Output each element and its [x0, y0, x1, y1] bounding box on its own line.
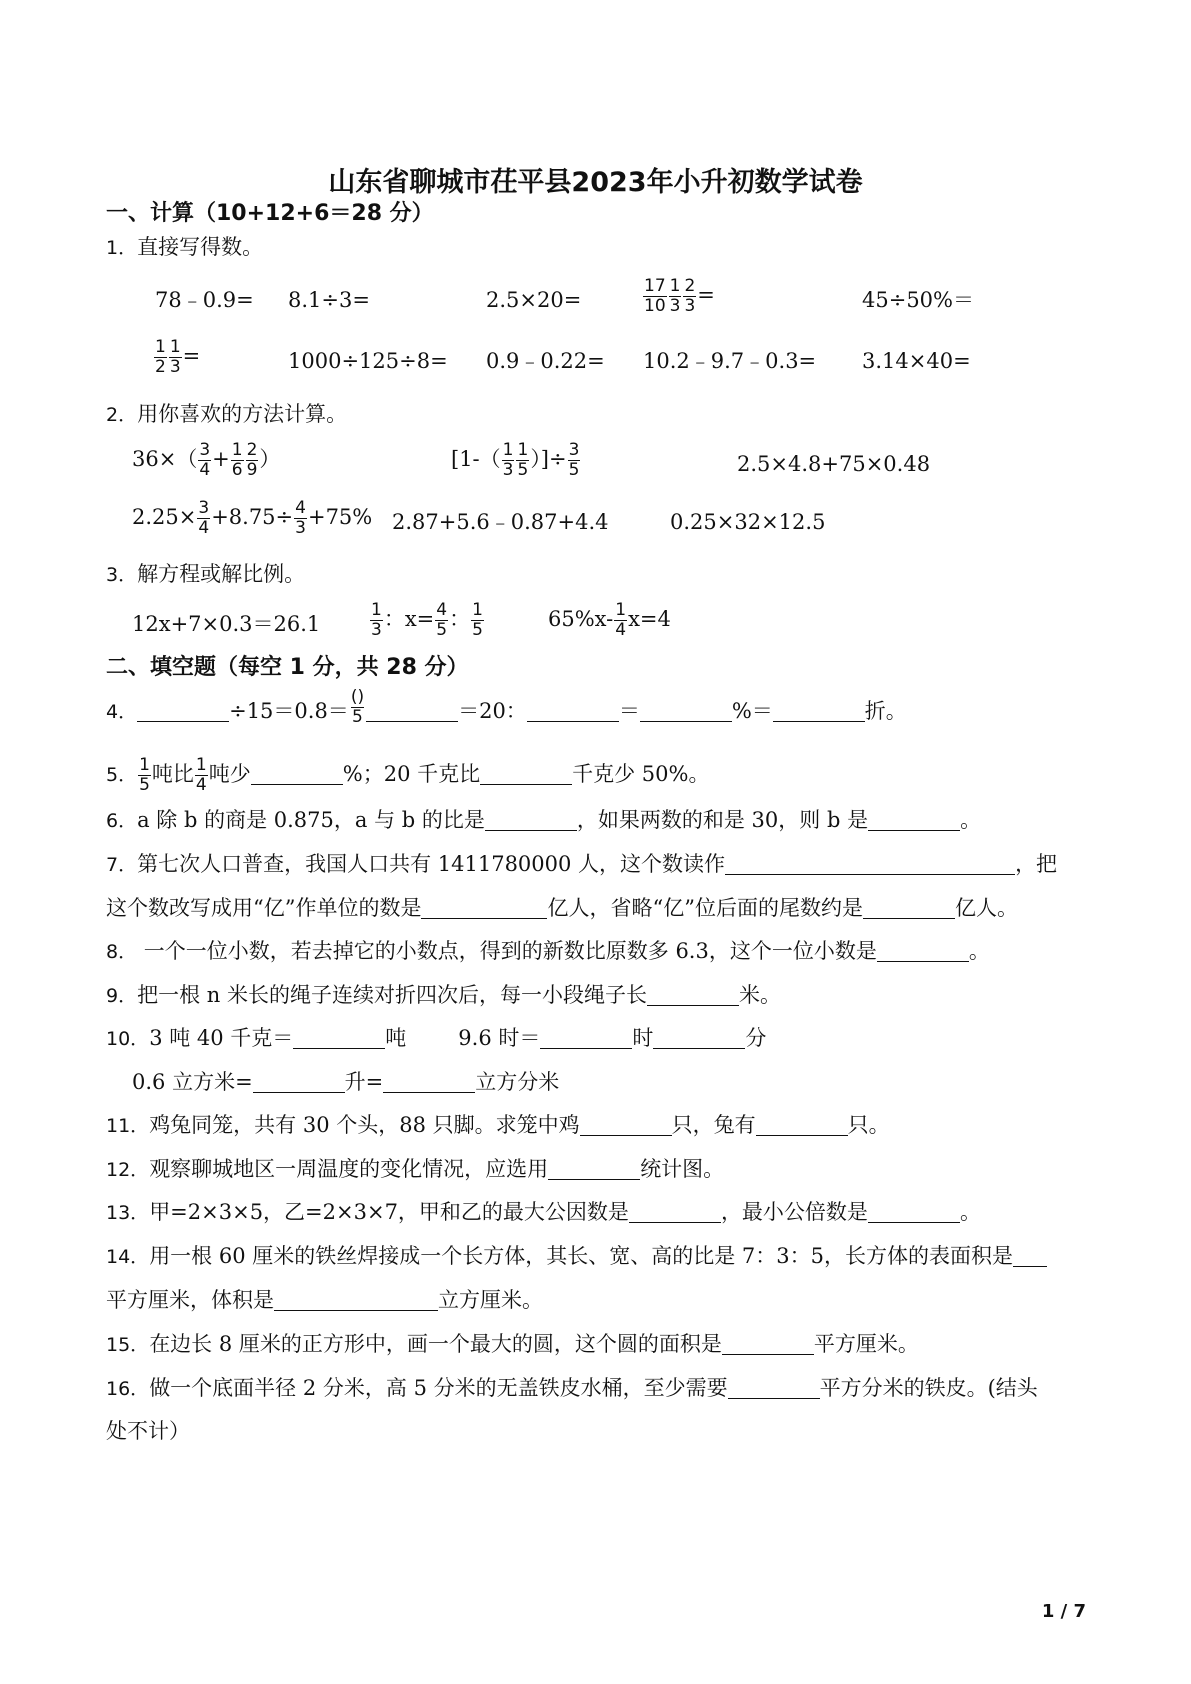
question-number: 16．	[106, 1378, 150, 1400]
answer-blank[interactable]	[421, 896, 547, 919]
fraction: $\frac{4}{5}$	[436, 600, 448, 640]
question-16: 16．做一个底面半径 2 分米，高 5 分米的无盖铁皮水桶，至少需要 平方分米的铁皮。(结头	[106, 1376, 1038, 1400]
question-text: 用你喜欢的方法计算。	[137, 402, 348, 426]
question-13: 13．甲=2×3×5，乙=2×3×7，甲和乙的最大公因数是 ，最小公倍数是 。	[106, 1200, 981, 1224]
equation: 65%x- $\frac{1}{4}$ x=4	[548, 600, 671, 640]
answer-blank[interactable]	[773, 699, 865, 722]
question-number: 8．	[106, 941, 138, 963]
answer-blank[interactable]	[756, 1113, 848, 1136]
expr: 78﹣0.9=	[155, 288, 254, 312]
answer-blank[interactable]	[293, 1026, 385, 1049]
expr: 3.14×40=	[862, 349, 971, 373]
question-number: 4．	[106, 701, 138, 723]
fraction: $\frac{1}{4}$	[195, 755, 207, 795]
question-11: 11．鸡兔同笼，共有 30 个头，88 只脚。求笼中鸡 只，兔有 只。	[106, 1113, 890, 1137]
fraction: $\frac{1}{3}$	[371, 600, 382, 640]
section-heading-calculation: 一、计算（10+12+6＝28 分）	[106, 201, 434, 226]
fraction: $\frac{1}{4}$	[615, 600, 627, 640]
question-text: 直接写得数。	[137, 235, 264, 259]
fraction: $\frac{1}{5}$	[472, 600, 483, 640]
answer-blank[interactable]	[722, 1332, 814, 1355]
fraction: $\frac{17}{10}$	[644, 276, 666, 316]
fraction: $\frac{4}{3}$	[295, 498, 306, 538]
fraction: $\frac{3}{5}$	[568, 440, 580, 480]
question-15: 15．在边长 8 厘米的正方形中，画一个最大的圆，这个圆的面积是 平方厘米。	[106, 1332, 919, 1356]
question-5: 5． $\frac{1}{5}$ 吨比 $\frac{1}{4}$ 吨少 %；20 千克比 千克少 50%。	[106, 755, 710, 795]
answer-blank[interactable]	[253, 1070, 345, 1093]
answer-blank[interactable]	[863, 896, 955, 919]
question-9: 9．把一根 n 米长的绳子连续对折四次后，每一小段绳子长 米。	[106, 983, 781, 1007]
answer-blank[interactable]	[137, 699, 229, 722]
page-number: 1 / 7	[1041, 1601, 1086, 1622]
answer-blank[interactable]	[485, 808, 577, 831]
answer-blank[interactable]	[251, 762, 343, 785]
fraction: $\frac{1}{3}$	[502, 440, 514, 480]
answer-blank[interactable]	[868, 1200, 960, 1223]
question-6: 6．a 除 b 的商是 0.875，a 与 b 的比是 ，如果两数的和是 30，则 b 是 。	[106, 808, 982, 832]
expr: 45÷50%＝	[862, 288, 974, 312]
answer-blank[interactable]	[548, 1157, 640, 1180]
question-14-continued: 平方厘米，体积是 立方厘米。	[106, 1288, 543, 1312]
answer-blank[interactable]	[647, 983, 739, 1006]
fraction: $\frac{2}{9}$	[246, 440, 258, 480]
question-14: 14．用一根 60 厘米的铁丝焊接成一个长方体，其长、宽、高的比是 7：3：5，长方体的表面积是	[106, 1242, 1047, 1271]
fraction: $\frac{1}{5}$	[139, 755, 150, 795]
fraction-expr: $\frac{17}{10}$ $\frac{1}{3}$ $\frac{2}{3}$ =	[644, 276, 715, 316]
expr: 8.1÷3=	[288, 288, 370, 312]
answer-blank[interactable]	[274, 1288, 438, 1311]
expr: 1000÷125÷8=	[288, 349, 448, 373]
question-number: 12．	[106, 1159, 150, 1181]
question-10: 10．3 吨 40 千克＝ 吨 9.6 时＝ 时 分	[106, 1026, 767, 1050]
question-number: 3．	[106, 564, 138, 586]
expr: 2.87+5.6﹣0.87+4.4	[392, 510, 609, 534]
expr: 0.25×32×12.5	[670, 510, 826, 534]
fraction-expr: $\frac{1}{2}$ $\frac{1}{3}$ =	[155, 337, 201, 377]
fraction: $\frac{2}{3}$	[684, 276, 696, 316]
answer-blank[interactable]	[540, 1026, 632, 1049]
answer-blank[interactable]	[366, 699, 458, 722]
fraction: $\frac{1}{6}$	[231, 440, 243, 480]
proportion: $\frac{1}{3}$ ：x= $\frac{4}{5}$ ： $\frac{1}{5}$	[371, 600, 483, 640]
expr: 36×（ $\frac{3}{4}$ + $\frac{1}{6}$ $\frac{2}{9}$ ）	[132, 440, 281, 480]
question-4: 4． ÷15＝0.8＝ $\frac{()}{5}$ ＝20： ＝ %＝ 折。	[106, 687, 907, 727]
question-3	[106, 560, 305, 589]
answer-blank[interactable]	[527, 699, 619, 722]
page-title: 山东省聊城市茌平县2023年小升初数学试卷	[328, 167, 863, 198]
answer-blank[interactable]	[480, 762, 572, 785]
question-12: 12．观察聊城地区一周温度的变化情况，应选用 统计图。	[106, 1157, 725, 1181]
question-10-continued: 0.6 立方米= 升= 立方分米	[132, 1070, 560, 1094]
expr: 0.9﹣0.22=	[486, 349, 605, 373]
question-number: 11．	[106, 1115, 150, 1137]
fraction: $\frac{1}{5}$	[517, 440, 529, 480]
section-heading-fill-in: 二、填空题（每空 1 分，共 28 分）	[106, 655, 469, 680]
question-7: 7．第七次人口普查，我国人口共有 1411780000 人，这个数读作 ，把	[106, 852, 1058, 876]
expr: 2.5×4.8+75×0.48	[737, 452, 931, 476]
question-number: 2．	[106, 404, 138, 426]
question-number: 9．	[106, 985, 138, 1007]
expr: 10.2﹣9.7﹣0.3=	[643, 349, 817, 373]
question-number: 10．	[106, 1028, 150, 1050]
question-number: 6．	[106, 810, 138, 832]
question-number: 7．	[106, 854, 138, 876]
question-1	[106, 233, 263, 262]
expr: 2.5×20=	[486, 288, 582, 312]
answer-blank[interactable]	[877, 939, 969, 962]
question-text: 解方程或解比例。	[137, 562, 306, 586]
answer-blank[interactable]	[725, 852, 1015, 875]
question-number: 13．	[106, 1202, 150, 1224]
question-number: 5．	[106, 764, 138, 786]
answer-blank[interactable]	[653, 1026, 745, 1049]
answer-blank[interactable]	[640, 699, 732, 722]
question-number: 1．	[106, 237, 138, 259]
fraction: $\frac{3}{4}$	[199, 440, 211, 480]
answer-blank[interactable]	[580, 1113, 672, 1136]
fraction: $\frac{()}{5}$	[350, 687, 365, 727]
question-8: 8． 一个一位小数，若去掉它的小数点，得到的新数比原数多 6.3，这个一位小数是 。	[106, 939, 990, 963]
expr: 2.25× $\frac{3}{4}$ +8.75÷ $\frac{4}{3}$ +75%	[132, 498, 373, 538]
answer-blank[interactable]	[629, 1200, 721, 1223]
question-number: 15．	[106, 1334, 150, 1356]
equation: 12x+7×0.3＝26.1	[132, 612, 321, 636]
question-2	[106, 400, 347, 429]
fraction: $\frac{1}{3}$	[669, 276, 681, 316]
question-16-continued: 处不计）	[106, 1419, 190, 1443]
question-number: 14．	[106, 1246, 150, 1268]
answer-blank[interactable]	[383, 1070, 475, 1093]
fraction: $\frac{1}{2}$	[155, 337, 166, 377]
answer-blank[interactable]	[868, 808, 960, 831]
fraction: $\frac{3}{4}$	[198, 498, 210, 538]
answer-blank[interactable]	[1013, 1244, 1047, 1267]
fraction: $\frac{1}{3}$	[169, 337, 181, 377]
expr: [1-（ $\frac{1}{3}$ $\frac{1}{5}$ ）]÷ $\frac{3}{5}$	[451, 440, 580, 480]
answer-blank[interactable]	[728, 1376, 820, 1399]
question-7-continued: 这个数改写成用“亿”作单位的数是 亿人，省略“亿”位后面的尾数约是 亿人。	[106, 896, 1018, 920]
